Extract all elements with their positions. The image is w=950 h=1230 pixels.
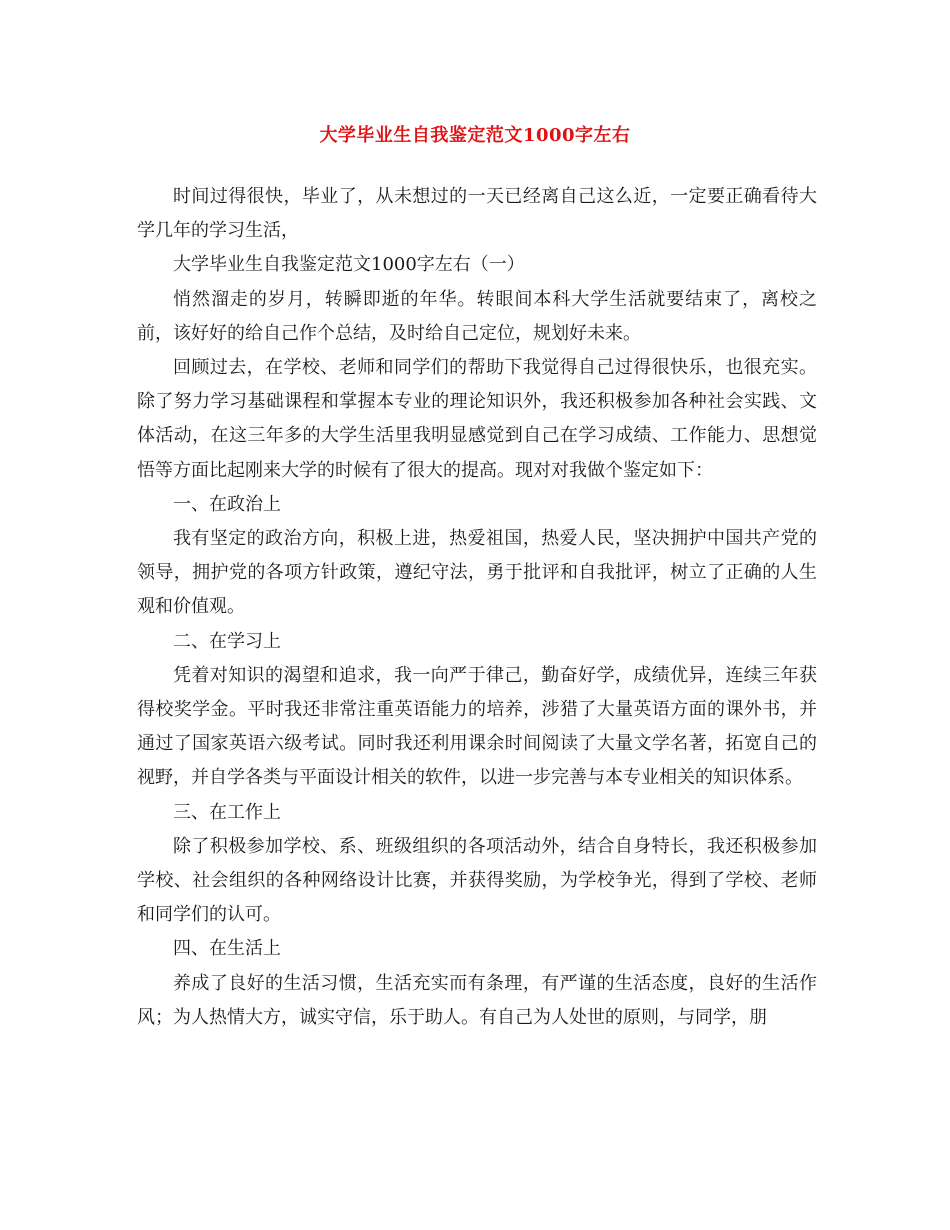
subheading-politics: 一、在政治上 bbox=[173, 493, 281, 515]
paragraph: 养成了良好的生活习惯，生活充实而有条理，有严谨的生活态度，良好的生活作风；为人热情大方，诚实守信，乐于助人。有自己为人处世的原则，与同学，朋 bbox=[137, 972, 817, 1028]
subheading-work: 三、在工作上 bbox=[173, 801, 281, 823]
paragraph: 回顾过去，在学校、老师和同学们的帮助下我觉得自己过得很快乐，也很充实。除了努力学习基础课程和掌握本专业的理论知识外，我还积极参加各种社会实践、文体活动，在这三年多的大学生活里我明显感觉到自己在学习成绩、工作能力、思想觉悟等方面比起刚来大学的时候有了很大的提高。现对对我做个鉴定如下： bbox=[137, 357, 817, 481]
paragraph: 我有坚定的政治方向，积极上进，热爱祖国，热爱人民，坚决拥护中国共产党的领导，拥护党的各项方针政策，遵纪守法，勇于批评和自我批评，树立了正确的人生观和价值观。 bbox=[137, 528, 817, 618]
paragraph-intro: 时间过得很快，毕业了，从未想过的一天已经离自己这么近，一定要正确看待大学几年的学习生活， bbox=[137, 186, 817, 242]
subheading-life: 四、在生活上 bbox=[173, 938, 281, 960]
subheading-study: 二、在学习上 bbox=[173, 630, 281, 652]
section-heading-one: 大学毕业生自我鉴定范文1000字左右（一） bbox=[173, 254, 525, 276]
paragraph: 悄然溜走的岁月，转瞬即逝的年华。转眼间本科大学生活就要结束了，离校之前，该好好的给自己作个总结，及时给自己定位，规划好未来。 bbox=[137, 288, 817, 344]
document-body bbox=[137, 180, 817, 1035]
paragraph: 凭着对知识的渴望和追求，我一向严于律己，勤奋好学，成绩优异，连续三年获得校奖学金。平时我还非常注重英语能力的培养，涉猎了大量英语方面的课外书，并通过了国家英语六级考试。同时我还利用课余时间阅读了大量文学名著，拓宽自己的视野，并自学各类与平面设计相关的软件，以进一步完善与本专业相关的知识体系。 bbox=[137, 664, 817, 789]
paragraph: 除了积极参加学校、系、班级组织的各项活动外，结合自身特长，我还积极参加学校、社会组织的各种网络设计比赛，并获得奖励，为学校争光，得到了学校、老师和同学们的认可。 bbox=[137, 835, 817, 926]
document-title: 大学毕业生自我鉴定范文1000字左右 bbox=[319, 125, 631, 146]
